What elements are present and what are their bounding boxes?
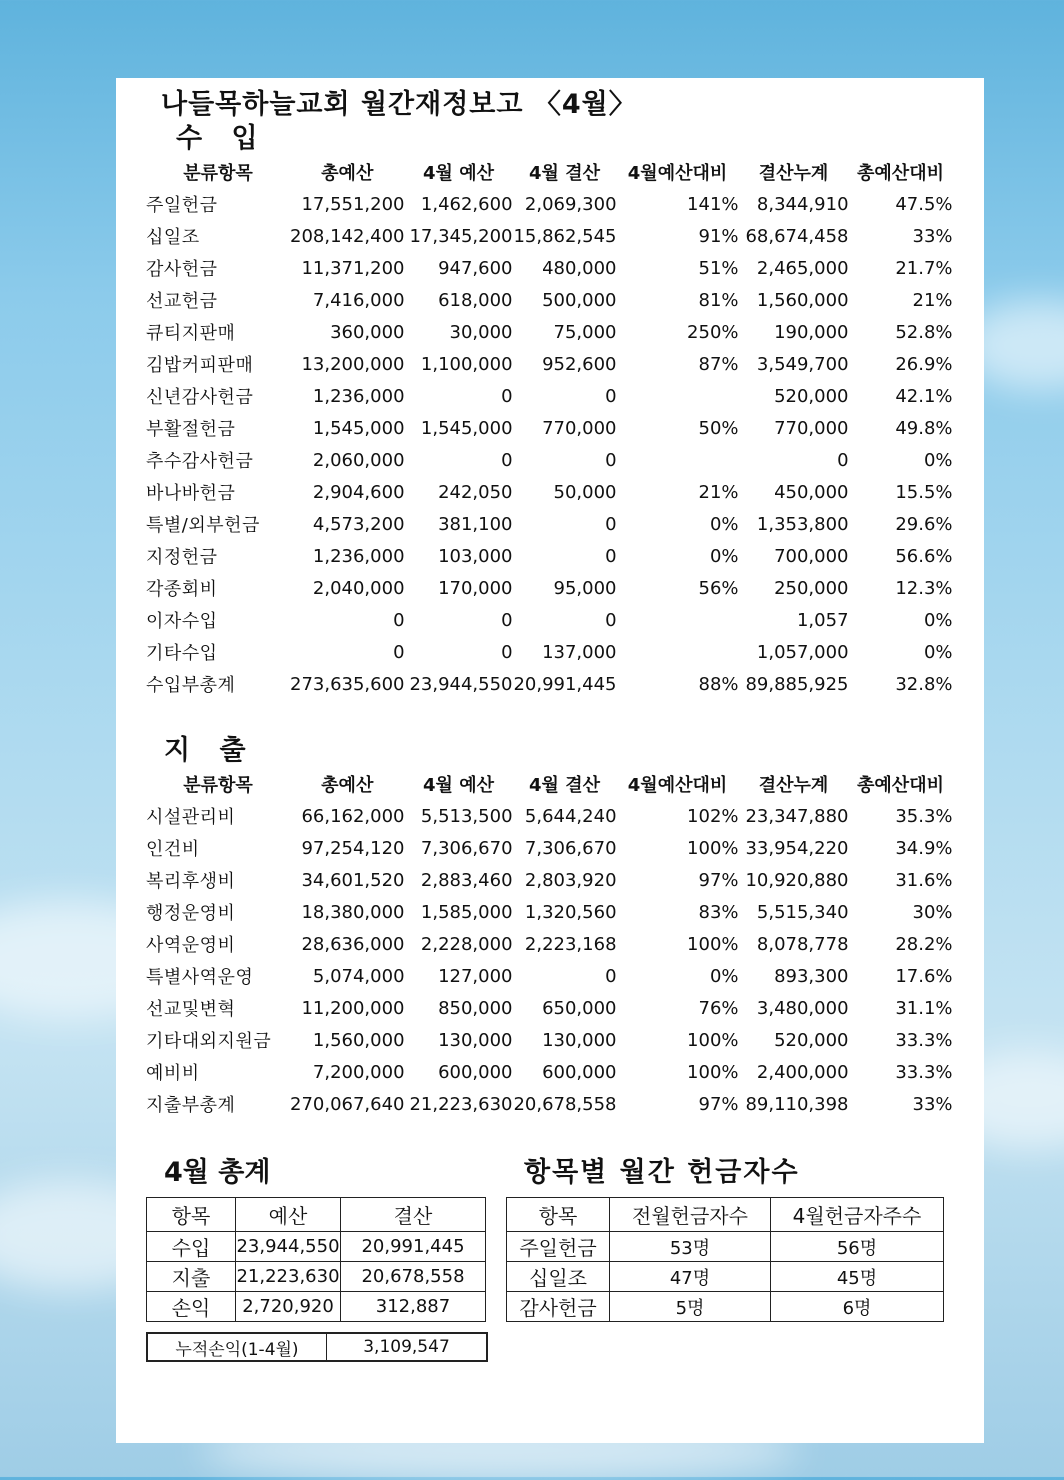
table-row bbox=[146, 444, 953, 476]
table-cell: 33.3% bbox=[895, 1061, 953, 1083]
table-cell: 15,862,545 bbox=[513, 225, 617, 247]
column-header: 4월헌금자주수 bbox=[771, 1198, 944, 1232]
table-cell: 20,678,558 bbox=[341, 1262, 486, 1292]
column-header: 총예산대비 bbox=[857, 775, 944, 796]
table-cell: 34.9% bbox=[895, 837, 953, 859]
table-cell: 89,110,398 bbox=[745, 1093, 849, 1115]
table-cell: 0 bbox=[605, 965, 617, 987]
table-cell: 42.1% bbox=[895, 385, 953, 407]
table-cell: 520,000 bbox=[774, 385, 849, 407]
table-cell: 8,078,778 bbox=[756, 933, 849, 955]
table-row bbox=[146, 604, 953, 636]
table-row bbox=[507, 1232, 944, 1262]
table-cell: 97% bbox=[698, 869, 739, 891]
table-cell: 21,223,630 bbox=[236, 1262, 341, 1292]
row-label: 선교헌금 bbox=[146, 291, 218, 312]
table-cell: 2,069,300 bbox=[524, 193, 617, 215]
table-row bbox=[146, 1056, 953, 1088]
table-cell: 130,000 bbox=[542, 1029, 617, 1051]
table-cell: 103,000 bbox=[438, 545, 513, 567]
table-cell: 250% bbox=[687, 321, 739, 343]
table-cell: 270,067,640 bbox=[290, 1093, 405, 1115]
table-cell: 56명 bbox=[771, 1232, 944, 1262]
table-row bbox=[146, 960, 953, 992]
row-label: 손익 bbox=[147, 1292, 236, 1322]
table-cell: 97% bbox=[698, 1093, 739, 1115]
table-cell: 49.8% bbox=[895, 417, 953, 439]
table-cell: 15.5% bbox=[895, 481, 953, 503]
cumulative-profit-value: 3,109,547 bbox=[363, 1337, 450, 1357]
table-cell: 20,991,445 bbox=[341, 1232, 486, 1262]
row-label: 감사헌금 bbox=[507, 1292, 610, 1322]
table-cell: 770,000 bbox=[542, 417, 617, 439]
table-cell: 47명 bbox=[610, 1262, 771, 1292]
table-cell: 0 bbox=[605, 609, 617, 631]
table-cell: 76% bbox=[698, 997, 739, 1019]
table-cell: 5,074,000 bbox=[312, 965, 405, 987]
row-label: 추수감사헌금 bbox=[146, 451, 254, 472]
table-cell: 47.5% bbox=[895, 193, 953, 215]
table-row bbox=[146, 668, 953, 700]
table-row bbox=[146, 316, 953, 348]
table-cell: 29.6% bbox=[895, 513, 953, 535]
table-cell: 100% bbox=[687, 1061, 739, 1083]
table-cell: 11,200,000 bbox=[301, 997, 405, 1019]
row-label: 인건비 bbox=[146, 839, 200, 860]
column-header: 4월 결산 bbox=[529, 163, 600, 184]
table-row bbox=[146, 540, 953, 572]
table-row bbox=[146, 476, 953, 508]
donors-heading: 항목별 월간 헌금자수 bbox=[524, 1157, 800, 1188]
table-cell: 23,944,550 bbox=[409, 673, 513, 695]
table-cell: 137,000 bbox=[542, 641, 617, 663]
table-cell: 7,306,670 bbox=[524, 837, 617, 859]
table-cell: 33% bbox=[912, 225, 953, 247]
row-label: 지정헌금 bbox=[146, 547, 218, 568]
row-label: 특별사역운영 bbox=[146, 967, 254, 988]
table-cell: 1,353,800 bbox=[756, 513, 849, 535]
table-row bbox=[507, 1262, 944, 1292]
table-cell: 2,400,000 bbox=[756, 1061, 849, 1083]
table-cell: 450,000 bbox=[774, 481, 849, 503]
table-row bbox=[146, 896, 953, 928]
table-cell: 0 bbox=[501, 641, 513, 663]
table-cell: 5명 bbox=[610, 1292, 771, 1322]
table-cell: 8,344,910 bbox=[756, 193, 849, 215]
table-cell: 0 bbox=[393, 609, 405, 631]
row-label: 이자수입 bbox=[146, 611, 218, 632]
table-cell: 21.7% bbox=[895, 257, 953, 279]
report-page bbox=[116, 78, 984, 1443]
table-cell: 0 bbox=[605, 513, 617, 535]
column-header: 4월예산대비 bbox=[627, 775, 728, 796]
column-header: 항목 bbox=[507, 1198, 610, 1232]
table-row bbox=[147, 1292, 486, 1322]
table-cell: 1,585,000 bbox=[420, 901, 513, 923]
table-row bbox=[146, 348, 953, 380]
income-table bbox=[146, 156, 953, 700]
table-cell: 3,480,000 bbox=[756, 997, 849, 1019]
table-cell: 88% bbox=[698, 673, 739, 695]
table-cell: 618,000 bbox=[438, 289, 513, 311]
column-header: 총예산대비 bbox=[857, 163, 944, 184]
table-cell: 83% bbox=[698, 901, 739, 923]
table-cell: 18,380,000 bbox=[301, 901, 405, 923]
table-row bbox=[146, 188, 953, 220]
table-row bbox=[147, 1232, 486, 1262]
table-cell: 1,236,000 bbox=[312, 385, 405, 407]
column-header: 분류항목 bbox=[183, 163, 253, 184]
table-cell: 28.2% bbox=[895, 933, 953, 955]
table-cell: 50% bbox=[698, 417, 739, 439]
column-header: 총예산 bbox=[321, 775, 374, 796]
table-cell: 52.8% bbox=[895, 321, 953, 343]
table-cell: 170,000 bbox=[438, 577, 513, 599]
table-cell: 2,720,920 bbox=[236, 1292, 341, 1322]
table-cell: 2,223,168 bbox=[524, 933, 617, 955]
table-row bbox=[146, 928, 953, 960]
table-cell: 360,000 bbox=[330, 321, 405, 343]
column-header: 결산누계 bbox=[758, 775, 829, 796]
table-cell: 0% bbox=[923, 609, 953, 631]
table-cell: 102% bbox=[687, 805, 739, 827]
table-cell: 28,636,000 bbox=[301, 933, 405, 955]
table-cell: 2,060,000 bbox=[312, 449, 405, 471]
table-cell: 0 bbox=[501, 609, 513, 631]
table-cell: 1,236,000 bbox=[312, 545, 405, 567]
row-label: 십일조 bbox=[507, 1262, 610, 1292]
table-row bbox=[146, 252, 953, 284]
table-cell: 17,551,200 bbox=[301, 193, 405, 215]
table-row bbox=[146, 636, 953, 668]
column-header: 4월 예산 bbox=[423, 163, 494, 184]
expense-table bbox=[146, 768, 953, 1120]
cumulative-profit-label: 누적손익(1-4월) bbox=[148, 1334, 327, 1360]
table-cell: 11,371,200 bbox=[301, 257, 405, 279]
table-cell: 770,000 bbox=[774, 417, 849, 439]
table-cell: 51% bbox=[698, 257, 739, 279]
row-label: 지출 bbox=[147, 1262, 236, 1292]
row-label: 지출부총계 bbox=[146, 1095, 236, 1116]
row-label: 사역운영비 bbox=[146, 935, 236, 956]
row-label: 특별/외부헌금 bbox=[146, 515, 260, 536]
table-cell: 20,991,445 bbox=[513, 673, 617, 695]
table-cell: 190,000 bbox=[774, 321, 849, 343]
table-cell: 1,057 bbox=[796, 609, 849, 631]
table-cell: 95,000 bbox=[553, 577, 617, 599]
table-cell: 75,000 bbox=[553, 321, 617, 343]
table-cell: 850,000 bbox=[438, 997, 513, 1019]
table-cell: 17,345,200 bbox=[409, 225, 513, 247]
table-row bbox=[146, 832, 953, 864]
table-cell: 480,000 bbox=[542, 257, 617, 279]
table-cell: 45명 bbox=[771, 1262, 944, 1292]
table-cell: 1,100,000 bbox=[420, 353, 513, 375]
table-cell: 21% bbox=[698, 481, 739, 503]
table-cell: 0 bbox=[393, 641, 405, 663]
table-cell: 130,000 bbox=[438, 1029, 513, 1051]
table-cell: 0 bbox=[605, 449, 617, 471]
table-cell: 312,887 bbox=[341, 1292, 486, 1322]
table-cell: 208,142,400 bbox=[290, 225, 405, 247]
table-cell: 33% bbox=[912, 1093, 953, 1115]
table-cell: 31.6% bbox=[895, 869, 953, 891]
table-cell: 100% bbox=[687, 933, 739, 955]
column-header: 4월 예산 bbox=[423, 775, 494, 796]
table-row bbox=[147, 1262, 486, 1292]
table-cell: 0 bbox=[501, 385, 513, 407]
table-cell: 81% bbox=[698, 289, 739, 311]
row-label: 큐티지판매 bbox=[146, 323, 236, 344]
table-row bbox=[146, 572, 953, 604]
table-cell: 4,573,200 bbox=[312, 513, 405, 535]
table-cell: 381,100 bbox=[438, 513, 513, 535]
table-cell: 5,513,500 bbox=[420, 805, 513, 827]
table-cell: 53명 bbox=[610, 1232, 771, 1262]
table-cell: 21% bbox=[912, 289, 953, 311]
table-row bbox=[507, 1292, 944, 1322]
row-label: 시설관리비 bbox=[146, 807, 236, 828]
report-title: 나들목하늘교회 월간재정보고 〈4월〉 bbox=[161, 89, 637, 120]
table-cell: 32.8% bbox=[895, 673, 953, 695]
table-cell: 17.6% bbox=[895, 965, 953, 987]
row-label: 각종회비 bbox=[146, 579, 218, 600]
table-cell: 893,300 bbox=[774, 965, 849, 987]
table-cell: 1,320,560 bbox=[524, 901, 617, 923]
table-cell: 127,000 bbox=[438, 965, 513, 987]
table-cell: 20,678,558 bbox=[513, 1093, 617, 1115]
table-cell: 250,000 bbox=[774, 577, 849, 599]
table-cell: 0% bbox=[709, 545, 739, 567]
table-cell: 947,600 bbox=[438, 257, 513, 279]
table-cell: 141% bbox=[687, 193, 739, 215]
table-cell: 1,462,600 bbox=[420, 193, 513, 215]
table-cell: 89,885,925 bbox=[745, 673, 849, 695]
table-row bbox=[146, 284, 953, 316]
row-label: 복리후생비 bbox=[146, 871, 236, 892]
row-label: 김밥커피판매 bbox=[146, 355, 254, 376]
table-cell: 2,904,600 bbox=[312, 481, 405, 503]
table-cell: 0 bbox=[605, 385, 617, 407]
table-cell: 66,162,000 bbox=[301, 805, 405, 827]
table-cell bbox=[617, 444, 739, 476]
row-label: 주일헌금 bbox=[146, 195, 218, 216]
table-row bbox=[146, 800, 953, 832]
table-cell: 0% bbox=[923, 449, 953, 471]
table-cell: 2,040,000 bbox=[312, 577, 405, 599]
table-row bbox=[146, 1088, 953, 1120]
table-cell: 100% bbox=[687, 1029, 739, 1051]
table-cell: 0% bbox=[923, 641, 953, 663]
row-label: 십일조 bbox=[146, 227, 200, 248]
table-cell: 34,601,520 bbox=[301, 869, 405, 891]
table-cell: 1,560,000 bbox=[756, 289, 849, 311]
column-header: 결산 bbox=[341, 1198, 486, 1232]
table-cell: 91% bbox=[698, 225, 739, 247]
table-row bbox=[146, 864, 953, 896]
table-cell: 10,920,880 bbox=[745, 869, 849, 891]
column-header: 전월헌금자수 bbox=[610, 1198, 771, 1232]
table-cell: 3,549,700 bbox=[756, 353, 849, 375]
table-cell: 1,545,000 bbox=[420, 417, 513, 439]
table-cell: 1,545,000 bbox=[312, 417, 405, 439]
table-cell: 600,000 bbox=[438, 1061, 513, 1083]
row-label: 감사헌금 bbox=[146, 259, 218, 280]
table-row bbox=[146, 508, 953, 540]
row-label: 기타대외지원금 bbox=[146, 1031, 272, 1052]
table-cell: 0 bbox=[605, 545, 617, 567]
table-cell: 68,674,458 bbox=[745, 225, 849, 247]
row-label: 기타수입 bbox=[146, 643, 218, 664]
table-cell: 21,223,630 bbox=[409, 1093, 513, 1115]
table-cell: 31.1% bbox=[895, 997, 953, 1019]
table-cell: 0% bbox=[709, 965, 739, 987]
row-label: 수입 bbox=[147, 1232, 236, 1262]
table-row bbox=[146, 380, 953, 412]
table-cell: 100% bbox=[687, 837, 739, 859]
table-cell bbox=[617, 380, 739, 412]
table-cell: 952,600 bbox=[542, 353, 617, 375]
table-cell: 35.3% bbox=[895, 805, 953, 827]
table-row bbox=[146, 1024, 953, 1056]
table-cell: 50,000 bbox=[553, 481, 617, 503]
table-cell: 33,954,220 bbox=[745, 837, 849, 859]
column-header: 결산누계 bbox=[758, 163, 829, 184]
expense-heading: 지 출 bbox=[164, 735, 256, 766]
row-label: 바나바헌금 bbox=[146, 483, 236, 504]
column-header: 4월예산대비 bbox=[627, 163, 728, 184]
table-cell: 87% bbox=[698, 353, 739, 375]
table-cell: 5,644,240 bbox=[524, 805, 617, 827]
table-cell: 2,883,460 bbox=[420, 869, 513, 891]
table-cell: 273,635,600 bbox=[290, 673, 405, 695]
table-cell: 520,000 bbox=[774, 1029, 849, 1051]
table-cell: 6명 bbox=[771, 1292, 944, 1322]
table-cell: 1,560,000 bbox=[312, 1029, 405, 1051]
column-header: 예산 bbox=[236, 1198, 341, 1232]
table-cell: 23,347,880 bbox=[745, 805, 849, 827]
table-cell: 2,465,000 bbox=[756, 257, 849, 279]
table-cell: 26.9% bbox=[895, 353, 953, 375]
donor-count-table bbox=[506, 1197, 944, 1322]
table-cell: 7,306,670 bbox=[420, 837, 513, 859]
table-cell: 2,228,000 bbox=[420, 933, 513, 955]
table-cell: 33.3% bbox=[895, 1029, 953, 1051]
table-cell: 7,200,000 bbox=[312, 1061, 405, 1083]
table-cell: 30% bbox=[912, 901, 953, 923]
cumulative-profit-row bbox=[146, 1332, 488, 1362]
table-cell: 56% bbox=[698, 577, 739, 599]
table-cell: 5,515,340 bbox=[756, 901, 849, 923]
row-label: 신년감사헌금 bbox=[146, 387, 254, 408]
table-cell: 500,000 bbox=[542, 289, 617, 311]
table-cell: 242,050 bbox=[438, 481, 513, 503]
table-cell: 7,416,000 bbox=[312, 289, 405, 311]
table-cell: 0 bbox=[837, 449, 849, 471]
summary-heading: 4월 총계 bbox=[164, 1157, 271, 1188]
income-heading: 수 입 bbox=[176, 123, 268, 154]
table-row bbox=[146, 992, 953, 1024]
column-header: 분류항목 bbox=[183, 775, 253, 796]
table-cell bbox=[617, 604, 739, 636]
table-cell: 650,000 bbox=[542, 997, 617, 1019]
summary-table bbox=[146, 1197, 486, 1322]
table-cell: 0% bbox=[709, 513, 739, 535]
row-label: 행정운영비 bbox=[146, 903, 236, 924]
table-cell: 23,944,550 bbox=[236, 1232, 341, 1262]
table-row bbox=[146, 220, 953, 252]
table-cell: 700,000 bbox=[774, 545, 849, 567]
row-label: 예비비 bbox=[146, 1063, 200, 1084]
table-cell: 97,254,120 bbox=[301, 837, 405, 859]
table-cell: 600,000 bbox=[542, 1061, 617, 1083]
table-row bbox=[146, 412, 953, 444]
table-cell: 30,000 bbox=[449, 321, 513, 343]
column-header: 항목 bbox=[147, 1198, 236, 1232]
row-label: 선교및변혁 bbox=[146, 999, 236, 1020]
row-label: 주일헌금 bbox=[507, 1232, 610, 1262]
table-cell: 0 bbox=[501, 449, 513, 471]
row-label: 부활절헌금 bbox=[146, 419, 236, 440]
table-cell: 13,200,000 bbox=[301, 353, 405, 375]
row-label: 수입부총계 bbox=[146, 675, 236, 696]
column-header: 총예산 bbox=[321, 163, 374, 184]
table-cell bbox=[617, 636, 739, 668]
table-cell: 2,803,920 bbox=[524, 869, 617, 891]
table-cell: 1,057,000 bbox=[756, 641, 849, 663]
table-cell: 56.6% bbox=[895, 545, 953, 567]
column-header: 4월 결산 bbox=[529, 775, 600, 796]
table-cell: 12.3% bbox=[895, 577, 953, 599]
